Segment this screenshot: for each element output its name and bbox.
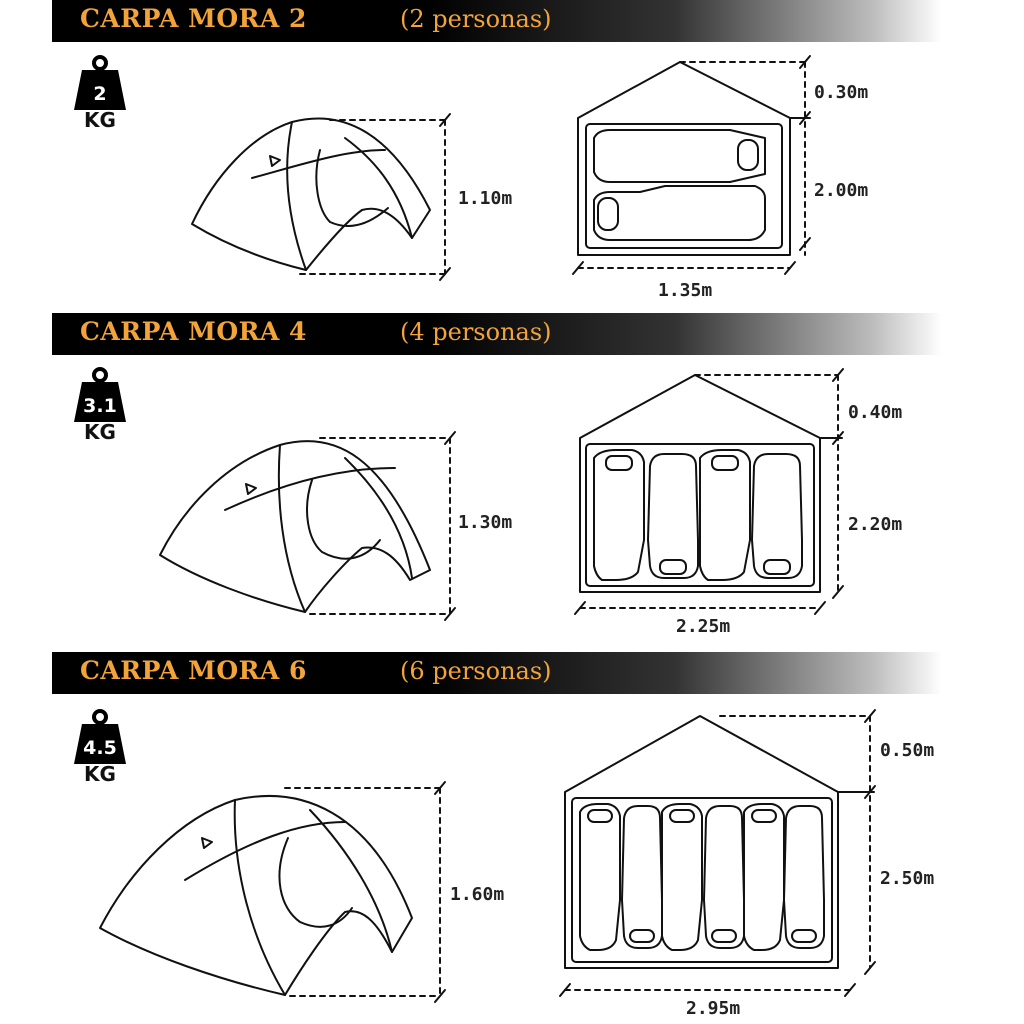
weight-unit: KG	[84, 420, 116, 444]
section-title: CARPA MORA 2	[80, 4, 307, 33]
tent-side-view	[160, 441, 430, 612]
pillow	[738, 140, 758, 170]
sleeping-bag	[662, 804, 702, 950]
weight-value: 2	[93, 83, 107, 105]
floor-width-label: 2.95m	[686, 998, 741, 1019]
section-capacity: (2 personas)	[400, 5, 552, 33]
roof-depth-label: 0.50m	[880, 740, 935, 761]
sleeping-bag	[594, 186, 765, 240]
weight-value: 3.1	[83, 395, 117, 417]
floor-length-label: 2.50m	[880, 868, 935, 889]
tent-side-view	[192, 118, 430, 270]
height-label: 1.30m	[458, 512, 513, 533]
floor-plan	[580, 375, 820, 592]
floor-width-label: 2.25m	[676, 616, 731, 637]
section-capacity: (4 personas)	[400, 318, 552, 346]
roof-depth-label: 0.30m	[814, 82, 869, 103]
height-label: 1.60m	[450, 884, 505, 905]
weight-unit: KG	[84, 108, 116, 132]
weight-unit: KG	[84, 762, 116, 786]
section-title: CARPA MORA 6	[80, 656, 307, 685]
section-capacity: (6 personas)	[400, 657, 552, 685]
pillow	[598, 198, 618, 230]
floor-plan	[565, 716, 838, 968]
sleeping-bag	[744, 804, 784, 950]
sleeping-bag	[704, 806, 744, 948]
sleeping-bag	[622, 806, 662, 948]
sleeping-bag	[580, 804, 620, 950]
section-title: CARPA MORA 4	[80, 317, 307, 346]
weight-value: 4.5	[83, 737, 117, 759]
tent-side-view	[100, 796, 412, 995]
floor-length-label: 2.00m	[814, 180, 869, 201]
sleeping-bag	[594, 130, 765, 182]
floor-width-label: 1.35m	[658, 280, 713, 301]
roof-depth-label: 0.40m	[848, 402, 903, 423]
floor-plan	[578, 62, 790, 255]
sleeping-bag	[784, 806, 824, 948]
height-label: 1.10m	[458, 188, 513, 209]
floor-length-label: 2.20m	[848, 514, 903, 535]
